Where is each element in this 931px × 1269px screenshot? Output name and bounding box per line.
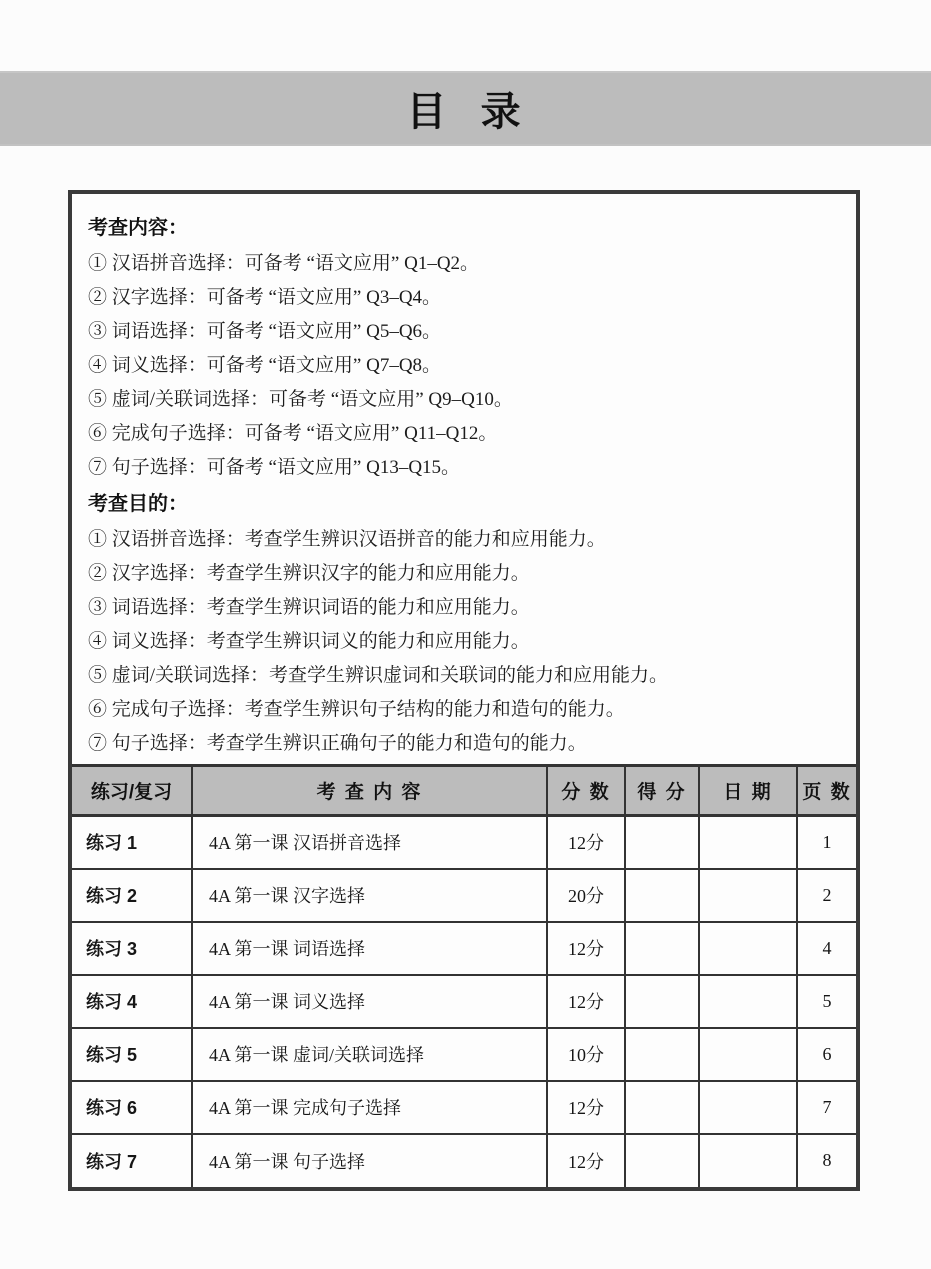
exam-content-item: ⑦ 句子选择：可备考 “语文应用” Q13–Q15。 [88,456,461,478]
cell-exercise: 练习 4 [72,975,192,1028]
cell-score: 12分 [547,975,625,1028]
col-header-page: 页 数 [797,766,856,816]
cell-score: 12分 [547,922,625,975]
cell-date [699,816,797,869]
cell-exercise: 练习 3 [72,922,192,975]
cell-earned [625,922,699,975]
cell-score: 20分 [547,869,625,922]
page-title: 目 录 [406,90,525,134]
table-row [72,975,856,1028]
cell-date [699,922,797,975]
cell-earned [625,869,699,922]
toc-header-row [72,766,856,816]
cell-page: 2 [797,869,856,922]
exam-content-item: ④ 词义选择：可备考 “语文应用” Q7–Q8。 [88,354,442,376]
cell-page: 6 [797,1028,856,1081]
intro-section [72,194,856,764]
cell-earned [625,816,699,869]
title-band [0,71,931,146]
cell-page: 8 [797,1134,856,1187]
exam-content-item: ① 汉语拼音选择：可备考 “语文应用” Q1–Q2。 [88,252,480,274]
table-row [72,1134,856,1187]
cell-score: 10分 [547,1028,625,1081]
table-row [72,816,856,869]
table-row [72,1028,856,1081]
cell-content: 4A 第一课 汉语拼音选择 [192,816,547,869]
cell-exercise: 练习 2 [72,869,192,922]
cell-content: 4A 第一课 完成句子选择 [192,1081,547,1134]
cell-date [699,1028,797,1081]
exam-purpose-item: ② 汉字选择：考查学生辨识汉字的能力和应用能力。 [88,562,530,584]
table-row [72,869,856,922]
cell-content: 4A 第一课 汉字选择 [192,869,547,922]
cell-date [699,975,797,1028]
table-row [72,922,856,975]
exam-content-item: ⑥ 完成句子选择：可备考 “语文应用” Q11–Q12。 [88,422,498,444]
col-header-date: 日 期 [699,766,797,816]
col-header-exercise: 练习/复习 [72,766,192,816]
exam-purpose-item: ④ 词义选择：考查学生辨识词义的能力和应用能力。 [88,630,530,652]
cell-content: 4A 第一课 词义选择 [192,975,547,1028]
cell-exercise: 练习 1 [72,816,192,869]
cell-content: 4A 第一课 句子选择 [192,1134,547,1187]
col-header-score: 分 数 [547,766,625,816]
exam-purpose-item: ① 汉语拼音选择：考查学生辨识汉语拼音的能力和应用能力。 [88,528,606,550]
cell-page: 5 [797,975,856,1028]
exam-purpose-item: ⑦ 句子选择：考查学生辨识正确句子的能力和造句的能力。 [88,732,587,754]
toc-table [72,764,856,1187]
col-header-earned: 得 分 [625,766,699,816]
exam-purpose-item: ③ 词语选择：考查学生辨识词语的能力和应用能力。 [88,596,530,618]
col-header-content: 考 查 内 容 [192,766,547,816]
exam-purpose-heading: 考查目的： [88,492,188,515]
cell-content: 4A 第一课 虚词/关联词选择 [192,1028,547,1081]
cell-date [699,869,797,922]
exam-content-item: ② 汉字选择：可备考 “语文应用” Q3–Q4。 [88,286,442,308]
cell-page: 7 [797,1081,856,1134]
cell-date [699,1081,797,1134]
cell-content: 4A 第一课 词语选择 [192,922,547,975]
cell-earned [625,1028,699,1081]
cell-exercise: 练习 5 [72,1028,192,1081]
cell-score: 12分 [547,1081,625,1134]
cell-earned [625,975,699,1028]
cell-exercise: 练习 6 [72,1081,192,1134]
cell-date [699,1134,797,1187]
table-row [72,1081,856,1134]
exam-content-item: ③ 词语选择：可备考 “语文应用” Q5–Q6。 [88,320,442,342]
cell-score: 12分 [547,1134,625,1187]
exam-purpose-item: ⑥ 完成句子选择：考查学生辨识句子结构的能力和造句的能力。 [88,698,625,720]
cell-page: 4 [797,922,856,975]
exam-content-heading: 考查内容： [88,216,188,239]
cell-exercise: 练习 7 [72,1134,192,1187]
cell-earned [625,1134,699,1187]
exam-content-item: ⑤ 虚词/关联词选择：可备考 “语文应用” Q9–Q10。 [88,388,513,410]
cell-page: 1 [797,816,856,869]
cell-earned [625,1081,699,1134]
cell-score: 12分 [547,816,625,869]
content-box [68,190,860,1191]
exam-purpose-item: ⑤ 虚词/关联词选择：考查学生辨识虚词和关联词的能力和应用能力。 [88,664,669,686]
